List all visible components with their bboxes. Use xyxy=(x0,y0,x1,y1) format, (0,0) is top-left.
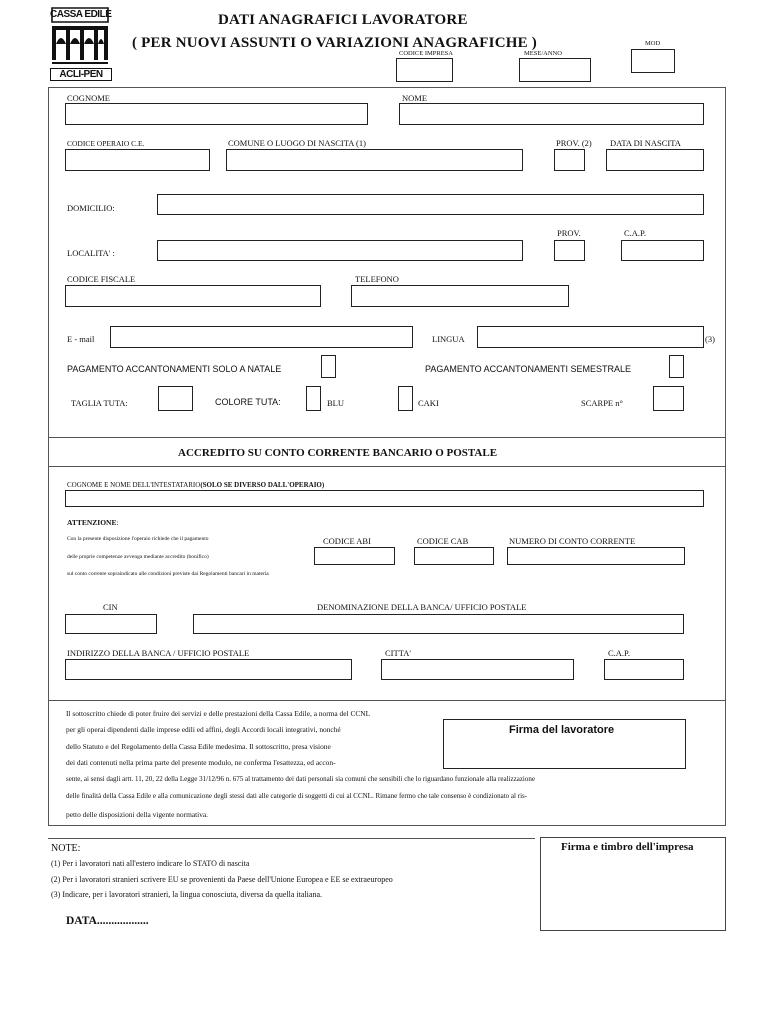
citta-input[interactable] xyxy=(381,659,574,680)
nome-input[interactable] xyxy=(399,103,704,125)
telefono-label: TELEFONO xyxy=(355,274,399,284)
note-line: (3) Indicare, per i lavoratori stranieri, la lingua conosciuta, diversa da quella italiana. xyxy=(51,890,322,899)
section-divider xyxy=(48,437,726,438)
indirizzo-banca-input[interactable] xyxy=(65,659,352,680)
pagamento-natale-label: PAGAMENTO ACCANTONAMENTI SOLO A NATALE xyxy=(67,364,282,374)
notes-divider xyxy=(48,838,535,839)
notes-title: NOTE: xyxy=(51,843,81,854)
numero-conto-input[interactable] xyxy=(507,547,685,565)
lingua-label: LINGUA xyxy=(432,334,465,344)
attenzione-colon: : xyxy=(116,518,119,527)
prov-input[interactable] xyxy=(554,240,585,261)
blu-label: BLU xyxy=(327,398,344,408)
prov2-label: PROV. (2) xyxy=(556,138,592,148)
bank-section-title: ACCREDITO SU CONTO CORRENTE BANCARIO O POSTALE xyxy=(178,447,498,459)
intestatario-label-bold: (SOLO SE DIVERSO DALL'OPERAIO) xyxy=(200,481,325,489)
firma-lavoratore-label: Firma del lavoratore xyxy=(509,724,615,736)
cap-label: C.A.P. xyxy=(624,228,646,238)
date-label: DATA.................. xyxy=(66,915,149,927)
citta-label: CITTA' xyxy=(385,648,411,658)
domicilio-input[interactable] xyxy=(157,194,704,215)
attenzione-text-3: sul conto corrente sopraindicato alle condizioni previste dai Regolamenti bancari in materia xyxy=(67,571,269,577)
cassa-edile-logo xyxy=(48,4,112,86)
attenzione-label xyxy=(67,519,119,527)
scarpe-label: SCARPE n° xyxy=(581,398,623,408)
localita-label: LOCALITA' : xyxy=(67,248,115,258)
mese-anno-input[interactable] xyxy=(519,58,591,82)
colore-blu-checkbox[interactable] xyxy=(306,386,321,411)
page-subtitle: ( PER NUOVI ASSUNTI O VARIAZIONI ANAGRAFICHE ) xyxy=(132,35,537,51)
domicilio-label: DOMICILIO: xyxy=(67,203,115,213)
nome-label: NOME xyxy=(402,93,428,103)
page-title: DATI ANAGRAFICI LAVORATORE xyxy=(218,12,468,28)
codice-impresa-label: CODICE IMPRESA xyxy=(399,50,453,57)
consent-line: Il sottoscritto chiede di poter fruire dei servizi e delle prestazioni della Cassa Edile, a norma del CCNL xyxy=(66,709,371,718)
lingua-input[interactable] xyxy=(477,326,704,348)
denominazione-input[interactable] xyxy=(193,614,684,634)
section-divider xyxy=(48,466,726,467)
cognome-input[interactable] xyxy=(65,103,368,125)
bank-cap-input[interactable] xyxy=(604,659,684,680)
localita-input[interactable] xyxy=(157,240,523,261)
pagamento-natale-checkbox[interactable] xyxy=(321,355,336,378)
cin-label: CIN xyxy=(103,602,118,612)
bank-cap-label: C.A.P. xyxy=(608,648,630,658)
mod-input[interactable] xyxy=(631,49,675,73)
comune-nascita-label: COMUNE O LUOGO DI NASCITA (1) xyxy=(228,138,366,148)
codice-abi-label: CODICE ABI xyxy=(323,536,371,546)
codice-fiscale-label: CODICE FISCALE xyxy=(67,274,136,284)
comune-nascita-input[interactable] xyxy=(226,149,523,171)
logo-bottom-text: ACLI-PEN xyxy=(50,68,112,81)
cap-input[interactable] xyxy=(621,240,704,261)
cin-input[interactable] xyxy=(65,614,157,634)
codice-operaio-input[interactable] xyxy=(65,149,210,171)
firma-impresa-label: Firma e timbro dell'impresa xyxy=(561,841,694,853)
consent-line: sente, ai sensi dagli artt. 11, 20, 22 della Legge 31/12/96 n. 675 al trattamento dei dati personali sia comuni che sensibili che lo riguardano funzionale alla realizzazione xyxy=(66,775,535,783)
mod-label: MOD xyxy=(645,40,661,47)
consent-line: delle finalità della Cassa Edile e alla comunicazione degli stessi dati alle categorie di soggetti di cui al CCNL. Rimane fermo che tale consenso è condizionato al ris- xyxy=(66,792,528,800)
codice-cab-label: CODICE CAB xyxy=(417,536,469,546)
caki-label: CAKI xyxy=(418,398,439,408)
pagamento-semestrale-label: PAGAMENTO ACCANTONAMENTI SEMESTRALE xyxy=(425,364,632,374)
codice-operaio-label: CODICE OPERAIO C.E. xyxy=(67,139,145,148)
data-nascita-label: DATA DI NASCITA xyxy=(610,138,681,148)
data-nascita-input[interactable] xyxy=(606,149,704,171)
attenzione-heading: ATTENZIONE xyxy=(67,518,117,527)
lingua-note: (3) xyxy=(705,334,715,344)
indirizzo-banca-label: INDIRIZZO DELLA BANCA / UFFICIO POSTALE xyxy=(67,648,250,658)
prov2-input[interactable] xyxy=(554,149,585,171)
attenzione-text-2: delle proprie competenze avvenga mediante accredito (bonifico) xyxy=(67,554,209,560)
consent-line: per gli operai dipendenti dalle imprese edili ed affini, degli Accordi locali integrativi, nonché xyxy=(66,725,341,734)
consent-line: dei dati contenuti nella prima parte del presente modulo, ne conferma l'esattezza, ed accon- xyxy=(66,758,336,767)
cognome-label: COGNOME xyxy=(67,93,110,103)
logo-top-text: CASSA EDILE xyxy=(50,9,112,20)
denominazione-label: DENOMINAZIONE DELLA BANCA/ UFFICIO POSTALE xyxy=(317,602,527,612)
taglia-tuta-input[interactable] xyxy=(158,386,193,411)
colore-tuta-label: COLORE TUTA: xyxy=(215,397,281,407)
consent-line: dello Statuto e del Regolamento della Cassa Edile medesima. Il sottoscritto, presa visione xyxy=(66,742,331,751)
pagamento-semestrale-checkbox[interactable] xyxy=(669,355,684,378)
email-input[interactable] xyxy=(110,326,413,348)
intestatario-input[interactable] xyxy=(65,490,704,507)
attenzione-text-1: Con la presente disposizione l'operaio richiede che il pagamento xyxy=(67,536,209,542)
codice-impresa-input[interactable] xyxy=(396,58,453,82)
codice-abi-input[interactable] xyxy=(314,547,395,565)
prov-label: PROV. xyxy=(557,228,581,238)
numero-conto-label: NUMERO DI CONTO CORRENTE xyxy=(509,536,636,546)
email-label: E - mail xyxy=(67,334,95,344)
codice-cab-input[interactable] xyxy=(414,547,494,565)
mese-anno-label: MESE/ANNO xyxy=(524,50,562,57)
intestatario-label xyxy=(67,482,324,489)
note-line: (2) Per i lavoratori stranieri scrivere EU se provenienti da Paese dell'Unione Europea e EE se extraeuropeo xyxy=(51,875,393,884)
section-divider xyxy=(48,700,726,701)
telefono-input[interactable] xyxy=(351,285,569,307)
codice-fiscale-input[interactable] xyxy=(65,285,321,307)
intestatario-label-text: COGNOME E NOME DELL'INTESTATARIO xyxy=(67,481,201,489)
colore-caki-checkbox[interactable] xyxy=(398,386,413,411)
scarpe-input[interactable] xyxy=(653,386,684,411)
consent-line: petto delle disposizioni della vigente normativa. xyxy=(66,810,209,819)
taglia-tuta-label: TAGLIA TUTA: xyxy=(71,398,128,408)
note-line: (1) Per i lavoratori nati all'estero indicare lo STATO di nascita xyxy=(51,859,250,868)
